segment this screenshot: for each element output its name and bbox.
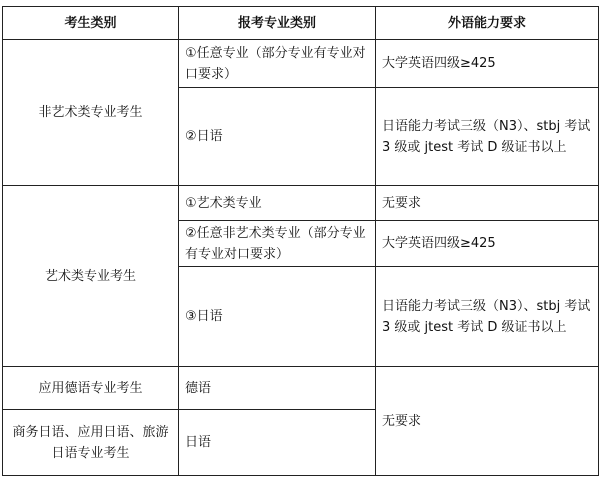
category-japanese-business: 商务日语、应用日语、旅游日语专业考生 <box>3 410 179 476</box>
header-category: 考生类别 <box>3 7 179 40</box>
major-cell: ②日语 <box>179 88 376 186</box>
category-art: 艺术类专业考生 <box>3 186 179 367</box>
major-cell: ③日语 <box>179 267 376 367</box>
header-major: 报考专业类别 <box>179 7 376 40</box>
major-cell: ①艺术类专业 <box>179 186 376 221</box>
major-cell: ②任意非艺术类专业（部分专业有专业对口要求） <box>179 221 376 267</box>
major-cell: 日语 <box>179 410 376 476</box>
header-language: 外语能力要求 <box>376 7 599 40</box>
table-row <box>3 367 599 410</box>
language-cell: 大学英语四级≥425 <box>376 40 599 88</box>
major-cell: 德语 <box>179 367 376 410</box>
language-cell: 无要求 <box>376 186 599 221</box>
table-row <box>3 186 599 221</box>
category-non-art: 非艺术类专业考生 <box>3 40 179 186</box>
language-cell: 日语能力考试三级（N3）、stbj 考试 3 级或 jtest 考试 D 级证书以上 <box>376 267 599 367</box>
language-cell: 大学英语四级≥425 <box>376 221 599 267</box>
category-german: 应用德语专业考生 <box>3 367 179 410</box>
language-cell: 无要求 <box>376 367 599 476</box>
language-cell: 日语能力考试三级（N3）、stbj 考试 3 级或 jtest 考试 D 级证书以上 <box>376 88 599 186</box>
major-cell: ①任意专业（部分专业有专业对口要求） <box>179 40 376 88</box>
requirements-table <box>2 6 599 476</box>
table-header-row <box>3 7 599 40</box>
table-row <box>3 40 599 88</box>
